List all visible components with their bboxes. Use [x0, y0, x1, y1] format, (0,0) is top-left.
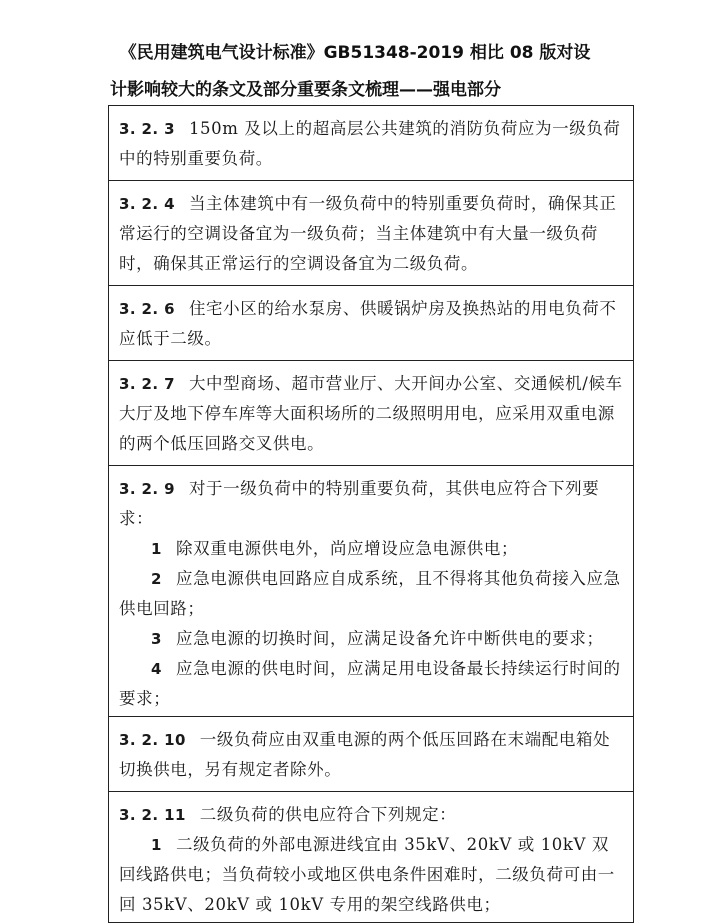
item-number: 4	[151, 660, 163, 678]
item-text: 应急电源供电回路应自成系统，且不得将其他负荷接入应急供电回路；	[119, 569, 621, 618]
clause-row-3-2-10	[109, 716, 633, 791]
item-number: 3	[151, 630, 163, 648]
clause-number: 3. 2. 10	[119, 731, 186, 749]
clause-row-3-2-6	[109, 285, 633, 360]
clause-number: 3. 2. 9	[119, 480, 175, 498]
clause-text: 一级负荷应由双重电源的两个低压回路在末端配电箱处切换供电，另有规定者除外。	[119, 730, 611, 779]
clause-text: 150m 及以上的超高层公共建筑的消防负荷应为一级负荷中的特别重要负荷。	[119, 119, 621, 168]
clause-table	[108, 105, 634, 923]
document-title-line-1: 《民用建筑电气设计标准》GB51348-2019 相比 08 版对设	[119, 43, 591, 63]
clause-number: 3. 2. 11	[119, 806, 186, 824]
clause-text: 当主体建筑中有一级负荷中的特别重要负荷时，确保其正常运行的空调设备宜为一级负荷；当主体建筑中有大量一级负荷时，确保其正常运行的空调设备宜为二级负荷。	[119, 194, 617, 273]
clause-row-3-2-11	[109, 791, 633, 922]
document-title-line-2: 计影响较大的条文及部分重要条文梳理——强电部分	[110, 80, 501, 100]
clause-text: 对于一级负荷中的特别重要负荷，其供电应符合下列要求：	[119, 479, 600, 528]
clause-row-3-2-7	[109, 360, 633, 465]
item-number: 1	[151, 836, 163, 854]
clause-row-3-2-4	[109, 180, 633, 285]
clause-text: 二级负荷的供电应符合下列规定：	[199, 805, 457, 824]
clause-number: 3. 2. 4	[119, 195, 175, 213]
list-item	[119, 534, 625, 564]
list-item	[119, 654, 625, 714]
clause-row-3-2-9	[109, 465, 633, 716]
item-number: 2	[151, 570, 163, 588]
list-item	[119, 564, 625, 624]
item-text: 二级负荷的外部电源进线宜由 35kV、20kV 或 10kV 双回线路供电；当负荷较小或地区供电条件困难时，二级负荷可由一回 35kV、20kV 或 10kV 专用的架空线路供电；	[119, 835, 615, 914]
clause-number: 3. 2. 7	[119, 375, 175, 393]
clause-row-3-2-3	[109, 106, 633, 180]
clause-text: 住宅小区的给水泵房、供暖锅炉房及换热站的用电负荷不应低于二级。	[119, 299, 617, 348]
item-text: 应急电源的切换时间，应满足设备允许中断供电的要求；	[176, 629, 604, 648]
item-number: 1	[151, 540, 163, 558]
clause-number: 3. 2. 3	[119, 120, 175, 138]
item-text: 除双重电源供电外，尚应增设应急电源供电；	[176, 539, 519, 558]
list-item	[119, 624, 625, 654]
list-item	[119, 830, 625, 920]
clause-number: 3. 2. 6	[119, 300, 175, 318]
clause-text: 大中型商场、超市营业厅、大开间办公室、交通候机/候车大厅及地下停车库等大面积场所的二级照明用电，应采用双重电源的两个低压回路交叉供电。	[119, 374, 623, 453]
item-text: 应急电源的供电时间，应满足用电设备最长持续运行时间的要求；	[119, 659, 621, 708]
